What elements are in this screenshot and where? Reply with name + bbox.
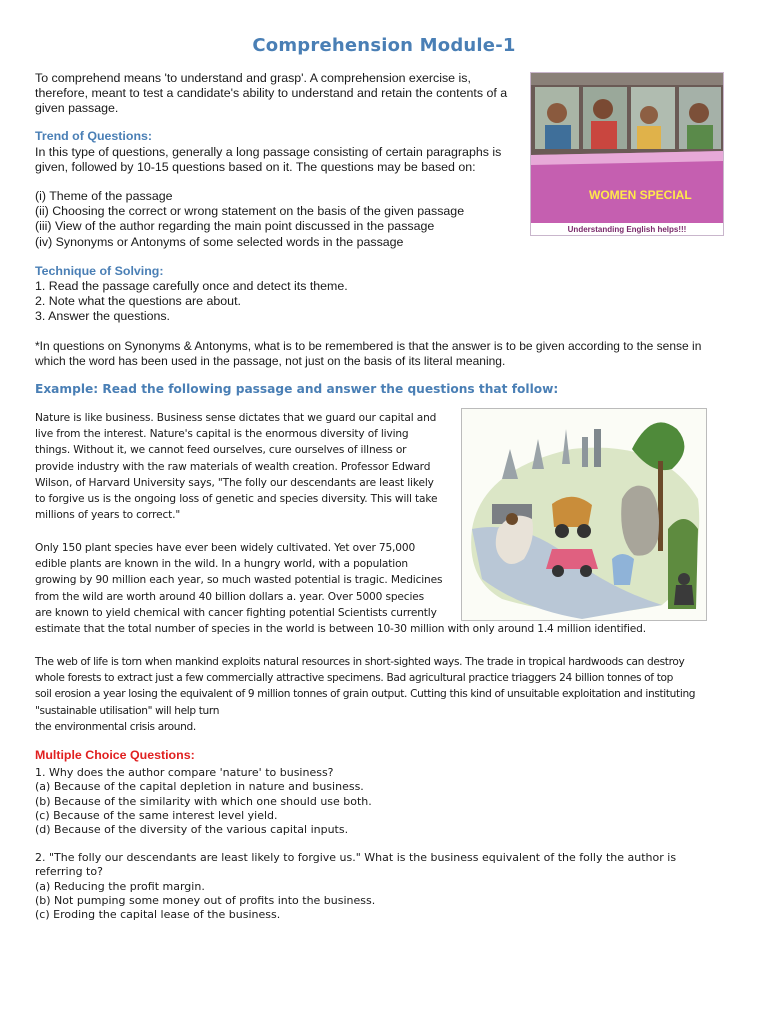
mcq-option: (b) Because of the similarity with which one should use both. <box>35 794 372 808</box>
mcq-line: referring to? <box>35 865 103 879</box>
passage-line: the environmental crisis around. <box>35 720 196 733</box>
mcq-option: (d) Because of the diversity of the various capital inputs. <box>35 823 349 837</box>
mcq-option: (c) Eroding the capital lease of the business. <box>35 908 281 922</box>
mcq-question-2 <box>35 851 735 922</box>
photo-caption: Understanding English helps!!! <box>567 225 687 234</box>
passage-line: provide industry with the raw materials of wealth creation. Professor Edward <box>35 460 431 473</box>
mcq-option: (a) Reducing the profit margin. <box>35 879 205 893</box>
passage-line: live from the interest. Nature's capital is the enormous diversity of living <box>35 428 409 441</box>
passage-line: estimate that the total number of species in the world is between 10-30 million with only around 1.4 million identified. <box>35 623 646 636</box>
mcq-option: (c) Because of the same interest level yield. <box>35 808 278 822</box>
page-title: Comprehension Module-1 <box>252 35 516 56</box>
intro-line: therefore, meant to test a candidate's ability to understand and retain the contents of a <box>35 86 508 101</box>
passage-line: Nature is like business. Business sense dictates that we guard our capital and <box>35 412 437 424</box>
passage-line: soil erosion a year losing the equivalent of 9 million tonnes of grain output. Cutting this kind of unsuitable exploitation and instituting <box>35 688 696 701</box>
note-line: *In questions on Synonyms & Antonyms, what is to be remembered is that the answer is to be given according to the sense in <box>35 339 702 353</box>
technique-item: 3. Answer the questions. <box>35 309 171 324</box>
trend-paragraph <box>35 145 525 175</box>
passage-line: are known to yield chemical with cancer fighting potential Scientists currently <box>35 606 437 619</box>
passage-line: to forgive us is the ongoing loss of genetic and species diversity. This will take <box>35 493 438 506</box>
passage-line: edible plants are known in the wild. In a hungry world, with a population <box>35 558 408 571</box>
technique-heading: Technique of Solving: <box>35 264 164 278</box>
passage-line: "sustainable utilisation" will help turn <box>35 704 220 717</box>
trend-heading: Trend of Questions: <box>35 129 153 143</box>
trend-item: (i) Theme of the passage <box>35 189 173 203</box>
mcq-option: (a) Because of the capital depletion in nature and business. <box>35 780 364 794</box>
trend-line: given, followed by 10-15 questions based on it. The questions may be based on: <box>35 160 476 175</box>
passage-line: millions of years to correct." <box>35 509 181 522</box>
mcq-question-1 <box>35 766 735 837</box>
trend-line: In this type of questions, generally a long passage consisting of certain paragraphs is <box>35 145 502 159</box>
passage-line: things. Without it, we cannot feed ourselves, cure ourselves of illness or <box>35 444 407 457</box>
passage-line: Wilson, of Harvard University says, "The folly our descendants are least likely <box>35 476 434 489</box>
trend-item: (ii) Choosing the correct or wrong statement on the basis of the given passage <box>35 204 465 219</box>
passage-line: whole forests to extract just a few commercially attractive specimens. Bad agricultural practice triaggers 24 billion tonnes of top <box>35 672 674 685</box>
passage-line: growing by 90 million each year, so much wasted potential is tragic. Medicines <box>35 574 443 587</box>
passage-line: The web of life is torn when mankind exploits natural resources in short-sighted ways. The trade in tropical hardwoods can destroy <box>35 656 685 668</box>
note-line: which the word has been used in the passage, not just on the basis of its literal meaning. <box>35 354 506 369</box>
intro-line: To comprehend means 'to understand and grasp'. A comprehension exercise is, <box>35 71 471 85</box>
mcq-line: 2. "The folly our descendants are least likely to forgive us." What is the business equivalent of the folly the author is <box>35 851 677 864</box>
passage-paragraph-3 <box>35 654 735 735</box>
bus-sign-text: WOMEN SPECIAL <box>589 188 692 202</box>
bus-photo <box>530 72 724 236</box>
trend-item: (iii) View of the author regarding the main point discussed in the passage <box>35 219 435 234</box>
mcq-line: 1. Why does the author compare 'nature' to business? <box>35 766 334 779</box>
example-heading: Example: Read the following passage and answer the questions that follow: <box>35 382 559 396</box>
technique-item: 2. Note what the questions are about. <box>35 294 241 309</box>
technique-list <box>35 279 535 325</box>
mcq-heading: Multiple Choice Questions: <box>35 748 195 762</box>
bus-photo-graphic <box>531 73 723 235</box>
trend-item: (iv) Synonyms or Antonyms of some selected words in the passage <box>35 234 404 249</box>
passage-line: from the wild are worth around 40 billion dollars a. year. Over 5000 species <box>35 590 424 603</box>
passage-line: Only 150 plant species have ever been widely cultivated. Yet over 75,000 <box>35 542 416 554</box>
intro-paragraph <box>35 71 525 117</box>
trend-list <box>35 189 525 250</box>
mcq-option: (b) Not pumping some money out of profits into the business. <box>35 893 376 907</box>
intro-line: given passage. <box>35 101 119 116</box>
synonym-note <box>35 339 735 369</box>
technique-item: 1. Read the passage carefully once and detect its theme. <box>35 279 348 293</box>
passage-paragraph-2 <box>35 540 735 637</box>
passage-paragraph-1 <box>35 410 455 523</box>
